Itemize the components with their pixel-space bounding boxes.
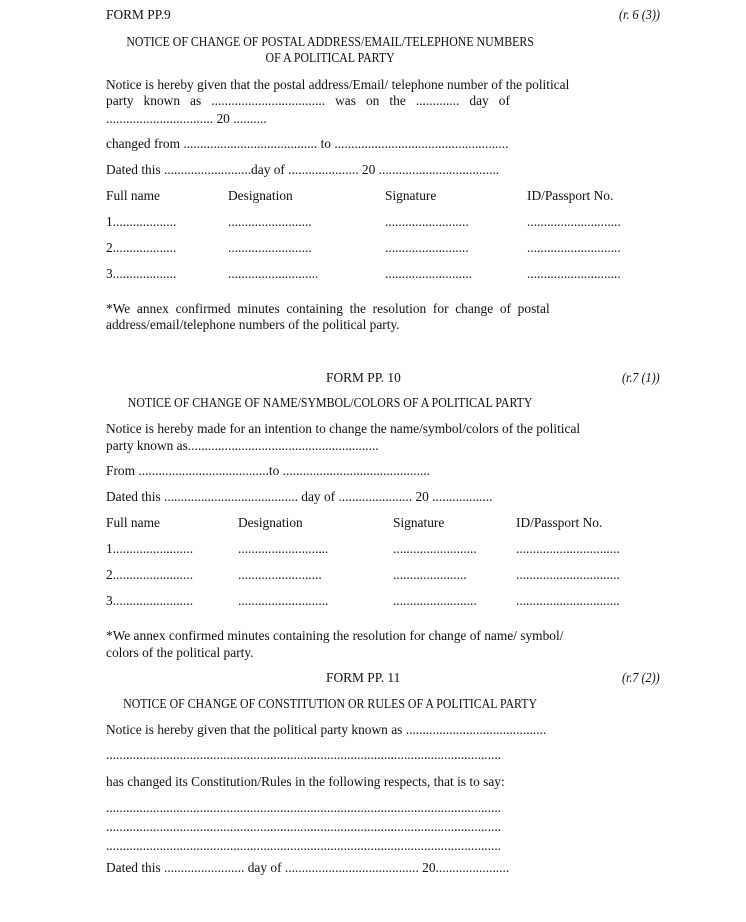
pp11-notice-line1: Notice is hereby given that the political party known as .......................................... — [106, 722, 547, 737]
pp10-row3-name: 3........................ — [106, 593, 194, 608]
pp10-annex-line2: colors of the political party. — [106, 645, 254, 660]
pp9-col-id: ID/Passport No. — [527, 188, 614, 203]
pp9-notice-line2: party known as .................................. was on the ............. day of — [106, 93, 510, 108]
pp10-row2-signature: ...................... — [393, 567, 467, 582]
pp10-notice-line2: party known as......................................................... — [106, 438, 379, 453]
pp9-row1-designation: ......................... — [228, 214, 312, 229]
pp9-row2-id: ............................ — [527, 240, 621, 255]
pp10-title: NOTICE OF CHANGE OF NAME/SYMBOL/COLORS OF A POLITICAL PARTY — [127, 395, 533, 410]
pp9-col-signature: Signature — [385, 188, 437, 203]
pp9-annex-line2: address/email/telephone numbers of the political party. — [106, 317, 400, 332]
pp9-notice-line1: Notice is hereby given that the postal address/Email/ telephone number of the political — [106, 77, 570, 92]
pp10-row1-signature: ......................... — [393, 541, 477, 556]
pp10-rule-ref: (r.7 (1)) — [622, 370, 661, 385]
pp10-col-id: ID/Passport No. — [516, 515, 603, 530]
pp9-form-label: FORM PP.9 — [106, 7, 171, 22]
pp10-row3-signature: ......................... — [393, 593, 477, 608]
pp9-row2-name: 2................... — [106, 240, 177, 255]
pp9-row3-name: 3................... — [106, 266, 177, 281]
pp11-title: NOTICE OF CHANGE OF CONSTITUTION OR RULES OF A POLITICAL PARTY — [123, 696, 538, 711]
pp10-row1-designation: ........................... — [238, 541, 329, 556]
pp9-row1-signature: ......................... — [385, 214, 469, 229]
pp9-row1-name: 1................... — [106, 214, 177, 229]
pp11-blank-line3: ...................................................................................................................... — [106, 838, 502, 853]
pp9-dated-line: Dated this ..........................day of ..................... 20 .................................... — [106, 162, 500, 177]
pp10-col-full-name: Full name — [106, 515, 160, 530]
pp10-row3-designation: ........................... — [238, 593, 329, 608]
pp9-row3-designation: ........................... — [228, 266, 319, 281]
pp9-title-line2: OF A POLITICAL PARTY — [265, 50, 395, 65]
pp10-col-designation: Designation — [238, 515, 303, 530]
pp9-title-line1: NOTICE OF CHANGE OF POSTAL ADDRESS/EMAIL/TELEPHONE NUMBERS — [126, 34, 534, 49]
pp9-row3-id: ............................ — [527, 266, 621, 281]
pp10-row2-designation: ......................... — [238, 567, 322, 582]
pp9-notice-line3: ................................ 20 .......... — [106, 111, 267, 126]
pp10-row2-id: ............................... — [516, 567, 620, 582]
pp11-rule-ref: (r.7 (2)) — [622, 670, 661, 685]
pp9-row1-id: ............................ — [527, 214, 621, 229]
pp10-col-signature: Signature — [393, 515, 445, 530]
pp11-form-label: FORM PP. 11 — [326, 670, 401, 685]
pp10-annex-line1: *We annex confirmed minutes containing the resolution for change of name/ symbol/ — [106, 628, 564, 643]
pp9-col-full-name: Full name — [106, 188, 160, 203]
pp10-notice-line1: Notice is hereby made for an intention to change the name/symbol/colors of the political — [106, 421, 581, 436]
pp10-row3-id: ............................... — [516, 593, 620, 608]
pp10-row1-id: ............................... — [516, 541, 620, 556]
pp10-row2-name: 2........................ — [106, 567, 194, 582]
pp10-from-line: From .......................................to ............................................ — [106, 463, 430, 478]
pp11-changed-line: has changed its Constitution/Rules in the following respects, that is to say: — [106, 774, 505, 789]
pp9-row2-signature: ......................... — [385, 240, 469, 255]
pp10-row1-name: 1........................ — [106, 541, 194, 556]
pp11-blank-line1: ...................................................................................................................... — [106, 800, 502, 815]
pp9-annex-line1: *We annex confirmed minutes containing the resolution for change of postal — [106, 301, 550, 316]
pp11-blank-line2: ...................................................................................................................... — [106, 819, 502, 834]
pp9-row2-designation: ......................... — [228, 240, 312, 255]
pp9-changed-line: changed from ........................................ to .................................................... — [106, 136, 509, 151]
pp9-row3-signature: .......................... — [385, 266, 473, 281]
pp9-rule-ref: (r. 6 (3)) — [619, 7, 660, 22]
pp9-col-designation: Designation — [228, 188, 293, 203]
pp10-form-label: FORM PP. 10 — [326, 370, 401, 385]
pp11-notice-line2: ...................................................................................................................... — [106, 747, 502, 762]
pp10-dated-line: Dated this ........................................ day of ...................... 20 .................. — [106, 489, 493, 504]
pp11-dated-line: Dated this ........................ day of ........................................ 20...................... — [106, 860, 510, 875]
